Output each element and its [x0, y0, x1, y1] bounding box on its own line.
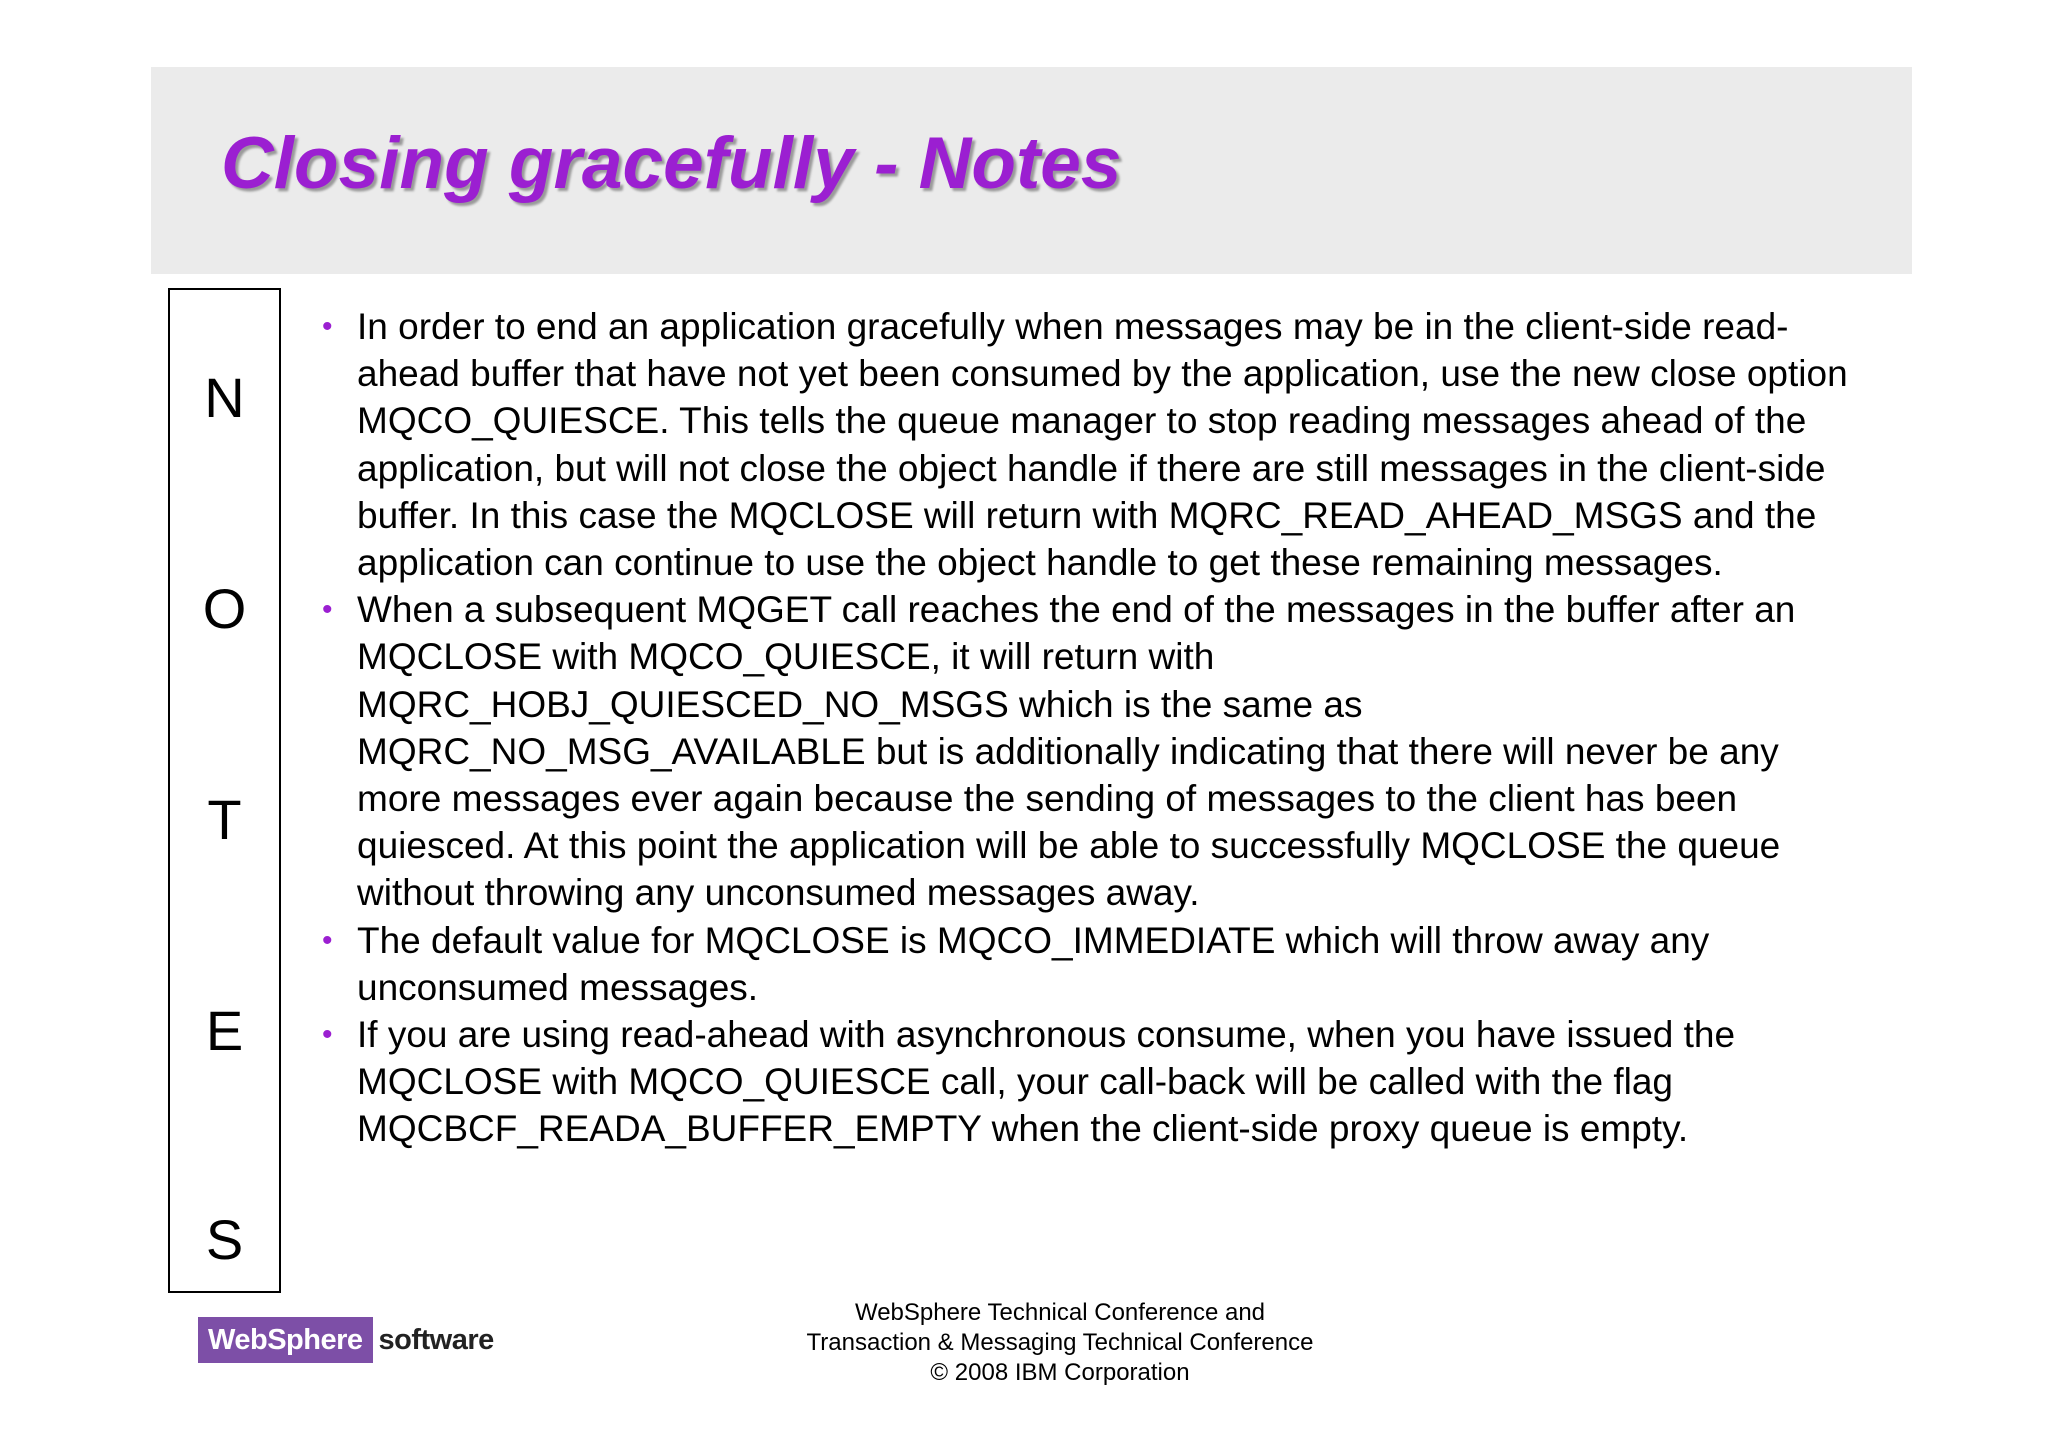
footer-copyright: © 2008 IBM Corporation: [930, 1359, 1190, 1386]
slide-title: Closing gracefully - Notes: [221, 123, 1122, 204]
title-band: [151, 67, 1912, 274]
bullet-text: In order to end an application gracefully when messages may be in the client-side read-ahead buffer that have not yet been consumed by the application, use the new close option MQCO_QUIESCE. This tells the queue manager to stop reading messages ahead of the application, but will not close the object handle if there are still messages in the client-side buffer. In this case the MQCLOSE will return with MQRC_READ_AHEAD_MSGS and the application can continue to use the object handle to get these remaining messages.: [357, 306, 1848, 584]
footer-line-2: Transaction & Messaging Technical Conference: [806, 1329, 1314, 1356]
websphere-logo: [198, 1317, 494, 1363]
notes-letter-s: S: [205, 1208, 244, 1271]
footer-conference-text: [700, 1298, 1420, 1388]
notes-label-box: [168, 288, 281, 1293]
notes-bullet-list: [322, 303, 1852, 1153]
bullet-text: If you are using read-ahead with asynchronous consume, when you have issued the MQCLOSE with MQCO_QUIESCE call, your call-back will be called with the flag MQCBCF_READA_BUFFER_EMPTY when the client-side proxy queue is empty.: [357, 1014, 1736, 1150]
bullet-icon: •: [322, 593, 333, 627]
bullet-text: The default value for MQCLOSE is MQCO_IMMEDIATE which will throw away any unconsumed messages.: [357, 919, 1710, 1008]
bullet-icon: •: [322, 1018, 333, 1052]
bullet-text: When a subsequent MQGET call reaches the end of the messages in the buffer after an MQCLOSE with MQCO_QUIESCE, it will return with MQRC_HOBJ_QUIESCED_NO_MSGS which is the same as MQRC_NO_MSG_AVAILABLE but is additionally indicating that there will never be any more messages ever again because the sending of messages to the client has been quiesced. At this point the application will be able to successfully MQCLOSE the queue without throwing any unconsumed messages away.: [357, 589, 1796, 914]
notes-letter-e: E: [205, 999, 244, 1062]
notes-letter-t: T: [207, 788, 242, 851]
bullet-item: [322, 586, 1852, 916]
logo-brand: WebSphere: [198, 1317, 373, 1363]
notes-letter-n: N: [204, 366, 245, 429]
footer-line-1: WebSphere Technical Conference and: [854, 1299, 1266, 1326]
notes-letter-o: O: [202, 577, 247, 640]
bullet-item: [322, 1011, 1852, 1153]
bullet-icon: •: [322, 310, 333, 343]
bullet-icon: •: [322, 923, 333, 957]
logo-suffix: software: [378, 1324, 494, 1356]
bullet-item: [322, 917, 1852, 1011]
bullet-item: [322, 303, 1852, 586]
